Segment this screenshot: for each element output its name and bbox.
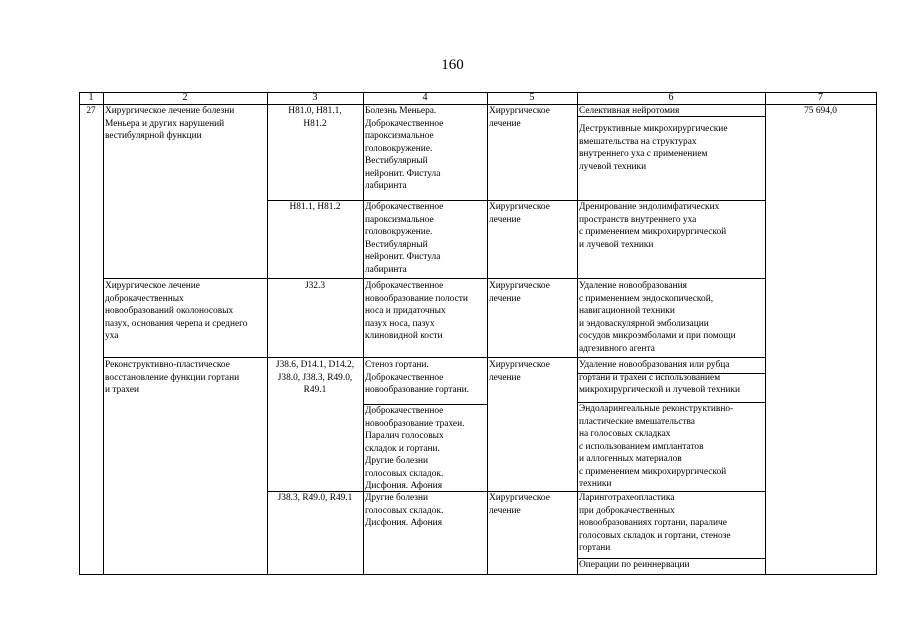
rule bbox=[765, 92, 766, 575]
column-header: 4 bbox=[422, 92, 428, 103]
treatment-type: Хирургическое лечение bbox=[489, 106, 550, 129]
treatment-method: Дренирование эндолимфатических пространств внутреннего уха с применением микрохирургической и лучевой техники bbox=[579, 202, 727, 250]
procedure-name: Реконструктивно-пластическое восстановление функции гортани и трахеи bbox=[105, 360, 240, 395]
column-header: 5 bbox=[529, 92, 535, 103]
diagnosis: Болезнь Меньера. Доброкачественное пароксизмальное головокружение. Вестибулярный нейронит. Фистула лабиринта bbox=[365, 106, 444, 191]
diagnosis: Доброкачественное пароксизмальное головокружение. Вестибулярный нейронит. Фистула лабиринта bbox=[365, 202, 444, 275]
row-number: 27 bbox=[86, 106, 96, 116]
rule bbox=[79, 574, 877, 575]
column-header: 7 bbox=[818, 92, 823, 103]
rule bbox=[577, 92, 578, 575]
rule bbox=[103, 278, 765, 279]
rule bbox=[363, 92, 364, 575]
price: 75 694,0 bbox=[804, 106, 837, 116]
treatment-method: Удаление новообразования или рубца гортани и трахеи с использованием микрохирургической и лучевой техники bbox=[579, 360, 740, 395]
diagnosis: Другие болезни голосовых складок. Дисфония. Афония bbox=[365, 493, 444, 528]
medical-care-table bbox=[79, 92, 877, 575]
page-number: 160 bbox=[441, 57, 464, 73]
diagnosis: Стеноз гортани. Доброкачественное новообразование гортани. bbox=[365, 360, 470, 395]
rule bbox=[103, 357, 765, 358]
procedure-name: Хирургическое лечение доброкачественных новообразований околоносовых пазух, основания черепа и среднего уха bbox=[105, 281, 248, 341]
treatment-method: Ларинготрахеопластика при доброкачественных новообразованиях гортани, параличе голосовых складок и гортани, стенозе гортани bbox=[579, 493, 731, 553]
rule bbox=[103, 92, 104, 575]
treatment-type: Хирургическое лечение bbox=[489, 360, 550, 383]
diagnosis: Доброкачественное новообразование трахеи. Паралич голосовых складок и гортани. Другие болезни голосовых складок. Дисфония. Афония bbox=[365, 406, 465, 491]
column-header: 6 bbox=[668, 92, 674, 103]
diagnosis: Доброкачественное новообразование полости носа и придаточных пазух носа, пазух клиновидной кости bbox=[365, 281, 468, 341]
treatment-method: Деструктивные микрохирургические вмешательства на структурах внутреннего уха с применением лучевой техники bbox=[579, 124, 728, 172]
icd-codes: J32.3 bbox=[304, 281, 326, 291]
treatment-method: Селективная нейротомия bbox=[579, 106, 680, 116]
treatment-type: Хирургическое лечение bbox=[489, 202, 550, 225]
treatment-method: Эндоларингеальные реконструктивно- пластические вмешательства на голосовых складках с использованием имплантатов и аллогенных материалов с применением микрохирургической техники bbox=[579, 404, 734, 489]
treatment-method: Операции по реиннервации bbox=[579, 560, 690, 570]
column-header: 1 bbox=[88, 92, 94, 103]
rule bbox=[876, 92, 877, 575]
rule bbox=[487, 92, 488, 575]
icd-codes: H81.1, H81.2 bbox=[289, 202, 341, 212]
treatment-type: Хирургическое лечение bbox=[489, 281, 550, 304]
treatment-type: Хирургическое лечение bbox=[489, 493, 550, 516]
procedure-name: Хирургическое лечение болезни Меньера и других нарушений вестибулярной функции bbox=[105, 106, 235, 141]
column-header: 2 bbox=[182, 92, 188, 103]
treatment-method: Удаление новообразования с применением эндоскопической, навигационной техники и эндоваскулярной эмболизации сосудов микроэмболами и при помощи адгезивного агента bbox=[579, 281, 736, 354]
icd-codes: H81.0, H81.1, H81.2 bbox=[288, 106, 342, 129]
icd-codes: J38.3, R49.0, R49.1 bbox=[277, 493, 353, 503]
column-header: 3 bbox=[312, 92, 318, 103]
icd-codes: J38.6, D14.1, D14.2, J38.0, J38.3, R49.0, R49.1 bbox=[275, 360, 355, 395]
rule bbox=[79, 92, 80, 575]
